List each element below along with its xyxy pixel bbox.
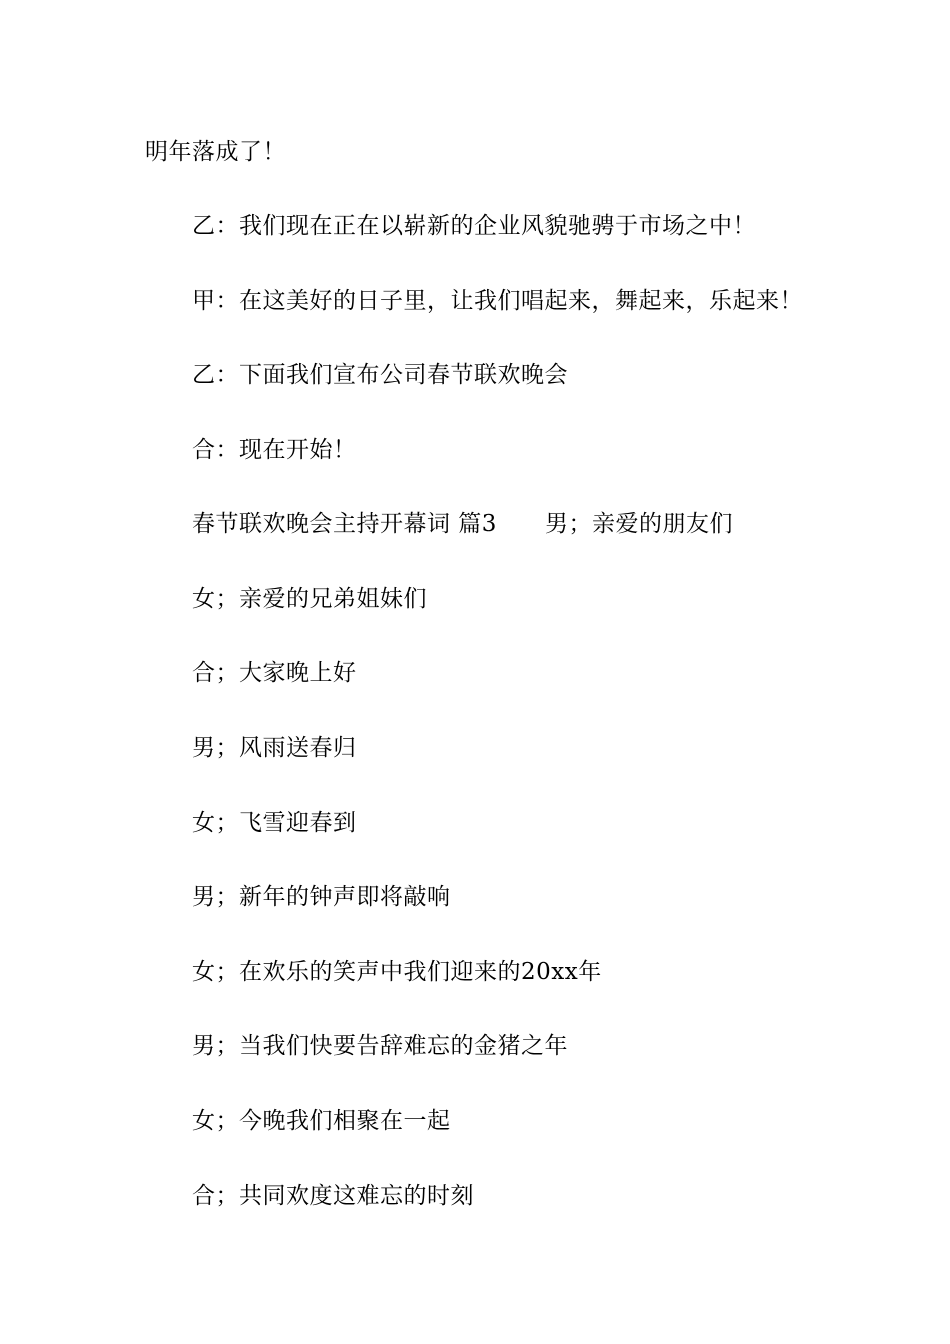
text-line: 合；大家晚上好 — [192, 660, 357, 686]
section-first-line: 男；亲爱的朋友们 — [544, 511, 733, 537]
text-line: 男；风雨送春归 — [192, 735, 357, 761]
text-line: 明年落成了！ — [145, 139, 286, 165]
text-line: 女；今晚我们相聚在一起 — [192, 1108, 451, 1134]
section-title: 春节联欢晚会主持开幕词 篇3 — [192, 511, 497, 537]
text-line: 乙：下面我们宣布公司春节联欢晚会 — [192, 362, 568, 388]
text-line: 合：现在开始！ — [192, 437, 357, 463]
text-line: 女；在欢乐的笑声中我们迎来的20xx年 — [192, 959, 602, 985]
section-heading-line — [192, 509, 733, 539]
text-line: 女；亲爱的兄弟姐妹们 — [192, 586, 427, 612]
text-line: 甲：在这美好的日子里，让我们唱起来，舞起来，乐起来！ — [192, 288, 803, 314]
text-line: 女；飞雪迎春到 — [192, 810, 357, 836]
text-line: 男；当我们快要告辞难忘的金猪之年 — [192, 1033, 568, 1059]
text-line: 乙：我们现在正在以崭新的企业风貌驰骋于市场之中！ — [192, 213, 756, 239]
text-line: 合；共同欢度这难忘的时刻 — [192, 1183, 474, 1209]
text-line: 男；新年的钟声即将敲响 — [192, 884, 451, 910]
